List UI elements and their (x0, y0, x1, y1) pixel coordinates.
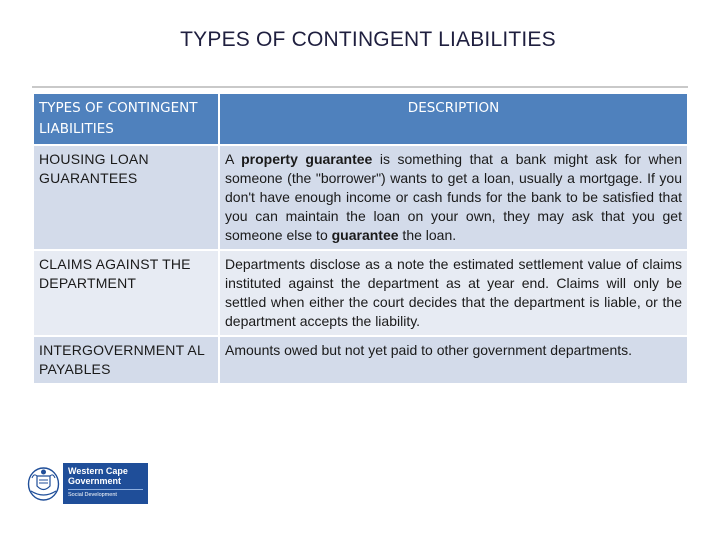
logo-line-2: Government (68, 476, 122, 486)
column-header-description: DESCRIPTION (220, 94, 687, 144)
logo-divider (68, 489, 143, 490)
slide-title: TYPES OF CONTINGENT LIABILITIES (180, 28, 556, 51)
logo-line-3: Social Development (68, 492, 117, 498)
description-text: is something that a bank might ask for when someone (the "borrower") wants to get a loan, usually a mortgage. If you don't have enough income or cash funds for the bank to be satisfied that you can maintain the loan on your own, they may ask that you get someone else to (225, 151, 682, 243)
table-header-row (34, 94, 687, 144)
contingent-liabilities-table (32, 92, 689, 385)
table-row (34, 146, 687, 249)
coat-of-arms-icon (25, 463, 62, 504)
table-row (34, 337, 687, 383)
description-text: the loan. (398, 227, 457, 243)
logo-line-1: Western Cape (68, 466, 128, 476)
liability-type-cell: HOUSING LOAN GUARANTEES (34, 146, 218, 249)
description-bold-text: guarantee (331, 227, 399, 243)
table-row (34, 251, 687, 335)
liability-description-cell (220, 146, 687, 249)
western-cape-government-logo (25, 463, 148, 504)
column-header-type: TYPES OF CONTINGENT LIABILITIES (34, 94, 218, 144)
liability-description-cell: Departments disclose as a note the estimated settlement value of claims instituted against the department as at year end. Claims will only be settled when either the court decides that the department is liable, or the department accepts the liability. (220, 251, 687, 335)
title-divider (32, 86, 688, 88)
description-bold-text: property guarantee (241, 151, 373, 167)
liability-type-cell: CLAIMS AGAINST THE DEPARTMENT (34, 251, 218, 335)
description-text: A (225, 151, 242, 167)
liability-type-cell: INTERGOVERNMENT AL PAYABLES (34, 337, 218, 383)
liability-description-cell: Amounts owed but not yet paid to other government departments. (220, 337, 687, 383)
logo-wordmark (63, 463, 148, 504)
